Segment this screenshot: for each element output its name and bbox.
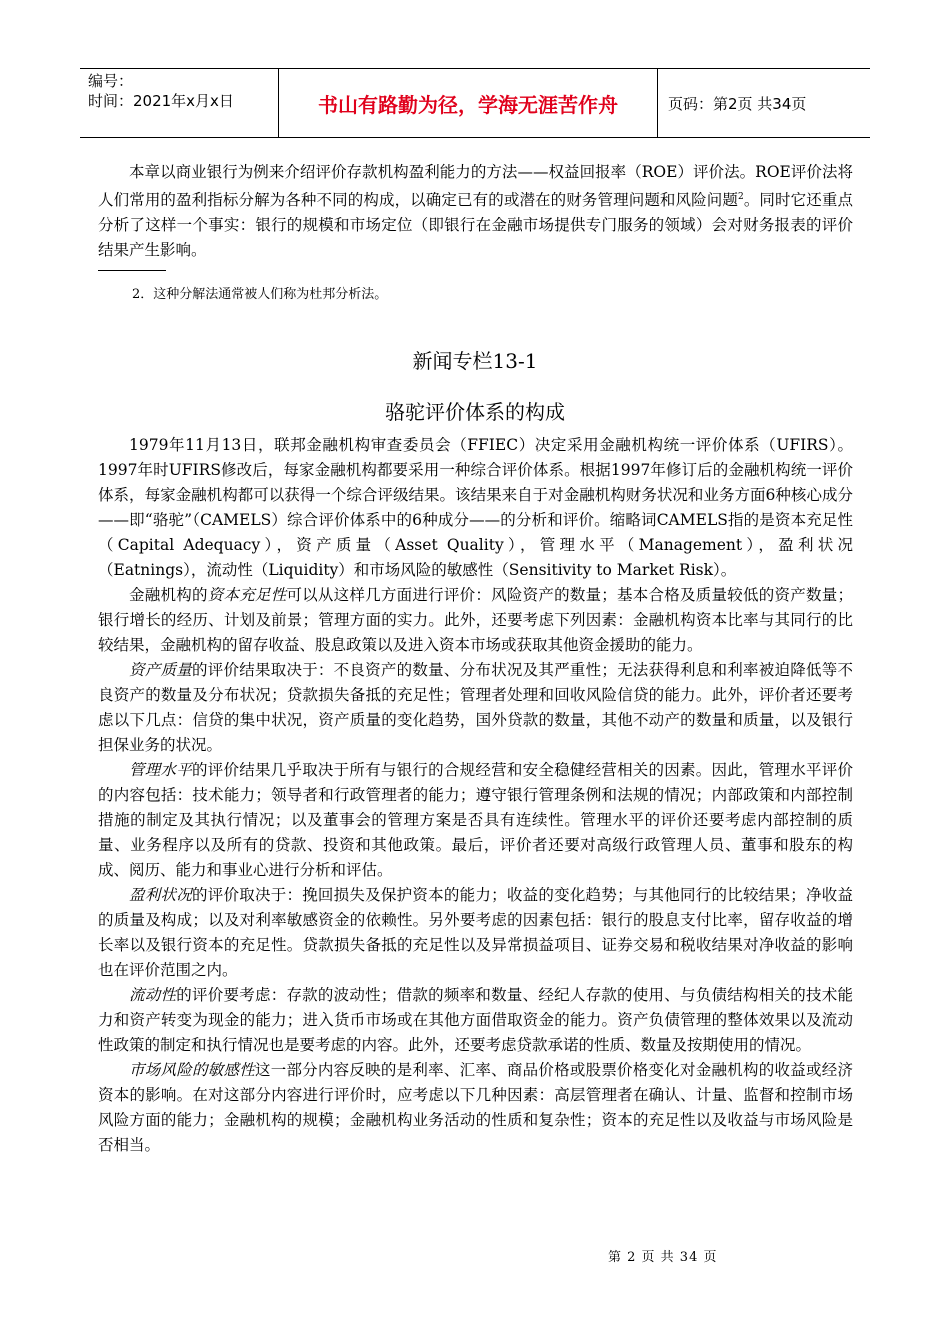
paragraph-management xyxy=(98,758,853,883)
footnote: 2．这种分解法通常被人们称为杜邦分析法。 xyxy=(132,287,388,302)
liquidity-term: 流动性 xyxy=(129,986,177,1004)
intro-section xyxy=(98,160,853,263)
page-footer: 第 2 页 共 34 页 xyxy=(608,1250,718,1265)
market-risk-term: 市场风险的敏感性 xyxy=(129,1061,255,1079)
earnings-text: 的评价取决于：挽回损失及保护资本的能力；收益的变化趋势；与其他同行的比较结果；净收益的质量及构成；以及对利率敏感资金的依赖性。另外要考虑的因素包括：银行的股息支付比率，留存收益的增长率以及银行资本的充足性。贷款损失备抵的充足性以及异常损益项目、证券交易和税收结果对净收益的影响也在评价范围之内。 xyxy=(98,886,853,979)
paragraph-earnings xyxy=(98,883,853,983)
asset-text: 的评价结果取决于：不良资产的数量、分布状况及其严重性；无法获得利息和利率被迫降低等不良资产的数量及分布状况；贷款损失备抵的充足性；管理者处理和回收风险信贷的能力。此外，评价者还要考虑以下几点：信贷的集中状况，资产质量的变化趋势，国外贷款的数量，其他不动产的数量和质量，以及银行担保业务的状况。 xyxy=(98,661,853,754)
paragraph-capital xyxy=(98,583,853,658)
intro-text-b: 。同时它还重点分析了这样一个事实：银行的规模和市场定位（即银行在金融市场提供专门服务的领域）会对财务报表的评价结果产生影响。 xyxy=(98,191,853,260)
intro-text-a: 本章以商业银行为例来介绍评价存款机构盈利能力的方法——权益回报率（ROE）评价法。ROE评价法将人们常用的盈利指标分解为各种不同的构成，以确定已有的或潜在的财务管理问题和风险问题 xyxy=(98,163,853,210)
paragraph-liquidity xyxy=(98,983,853,1058)
header-page-label: 页码：第2页 共34页 xyxy=(668,94,807,113)
liquidity-text: 的评价要考虑：存款的波动性；借款的频率和数量、经纪人存款的使用、与负债结构相关的技术能力和资产转变为现金的能力；进入货币市场或在其他方面借取资金的能力。资产负债管理的整体效果以及流动性政策的制定和执行情况也是要考虑的内容。此外，还要考虑贷款承诺的性质、数量及按期使用的情况。 xyxy=(98,986,853,1054)
header-time-label: 时间：2021年x月x日 xyxy=(88,92,234,110)
paragraph-market-risk xyxy=(98,1058,853,1158)
capital-text: 可以从这样几方面进行评价：风险资产的数量；基本合格及质量较低的资产数量；银行增长的经历、计划及前景；管理方面的实力。此外，还要考虑下列因素：金融机构资本比率与其同行的比较结果，金融机构的留存收益、股息政策以及进入资本市场或获取其他资金援助的能力。 xyxy=(98,586,853,654)
management-term: 管理水平 xyxy=(129,761,192,779)
capital-term: 资本充足性 xyxy=(207,586,287,604)
page-header xyxy=(80,68,870,138)
capital-lead: 金融机构的 xyxy=(129,586,208,604)
footnote-divider xyxy=(98,270,166,271)
header-motto: 书山有路勤为径，学海无涯苦作舟 xyxy=(279,69,658,137)
market-risk-text: 这一部分内容反映的是利率、汇率、商品价格或股票价格变化对金融机构的收益或经济资本的影响。在对这部分内容进行评价时，应考虑以下几种因素：高层管理者在确认、计量、监督和控制市场风险方面的能力；金融机构的规模；金融机构业务活动的性质和复杂性；资本的充足性以及收益与市场风险是否相当。 xyxy=(98,1061,853,1154)
article-body xyxy=(98,433,853,1158)
footnote-ref: 2 xyxy=(737,192,744,202)
header-number-label: 编号： xyxy=(88,72,134,90)
intro-paragraph xyxy=(98,160,853,263)
article-title: 骆驼评价体系的构成 xyxy=(385,400,565,424)
asset-term: 资产质量 xyxy=(129,661,192,679)
earnings-term: 盈利状况 xyxy=(129,886,192,904)
header-meta xyxy=(80,69,279,137)
column-title: 新闻专栏13-1 xyxy=(412,349,538,373)
paragraph-asset xyxy=(98,658,853,758)
management-text: 的评价结果几乎取决于所有与银行的合规经营和安全稳健经营相关的因素。因此，管理水平评价的内容包括：技术能力；领导者和行政管理者的能力；遵守银行管理条例和法规的情况；内部政策和内部控制措施的制定及其执行情况；以及董事会的管理方案是否具有连续性。管理水平的评价还要考虑内部控制的质量、业务程序以及所有的贷款、投资和其他政策。最后，评价者还要对高级行政管理人员、董事和股东的构成、阅历、能力和事业心进行分析和评估。 xyxy=(98,761,853,879)
paragraph-intro: 1979年11月13日，联邦金融机构审查委员会（FFIEC）决定采用金融机构统一评价体系（UFIRS）。1997年时UFIRS修改后，每家金融机构都要采用一种综合评价体系。根据1997年修订后的金融机构统一评价体系，每家金融机构都可以获得一个综合评级结果。该结果来自于对金融机构财务状况和业务方面6种核心成分——即“骆驼”（CAMELS）综合评价体系中的6种成分——的分析和评价。缩略词CAMELS指的是资本充足性（Capital Adequacy），资产质量（Asset Quality），管理水平（Management），盈利状况（Eatnings），流动性（Liquidity）和市场风险的敏感性（Sensitivity to Market Risk）。 xyxy=(98,436,853,579)
